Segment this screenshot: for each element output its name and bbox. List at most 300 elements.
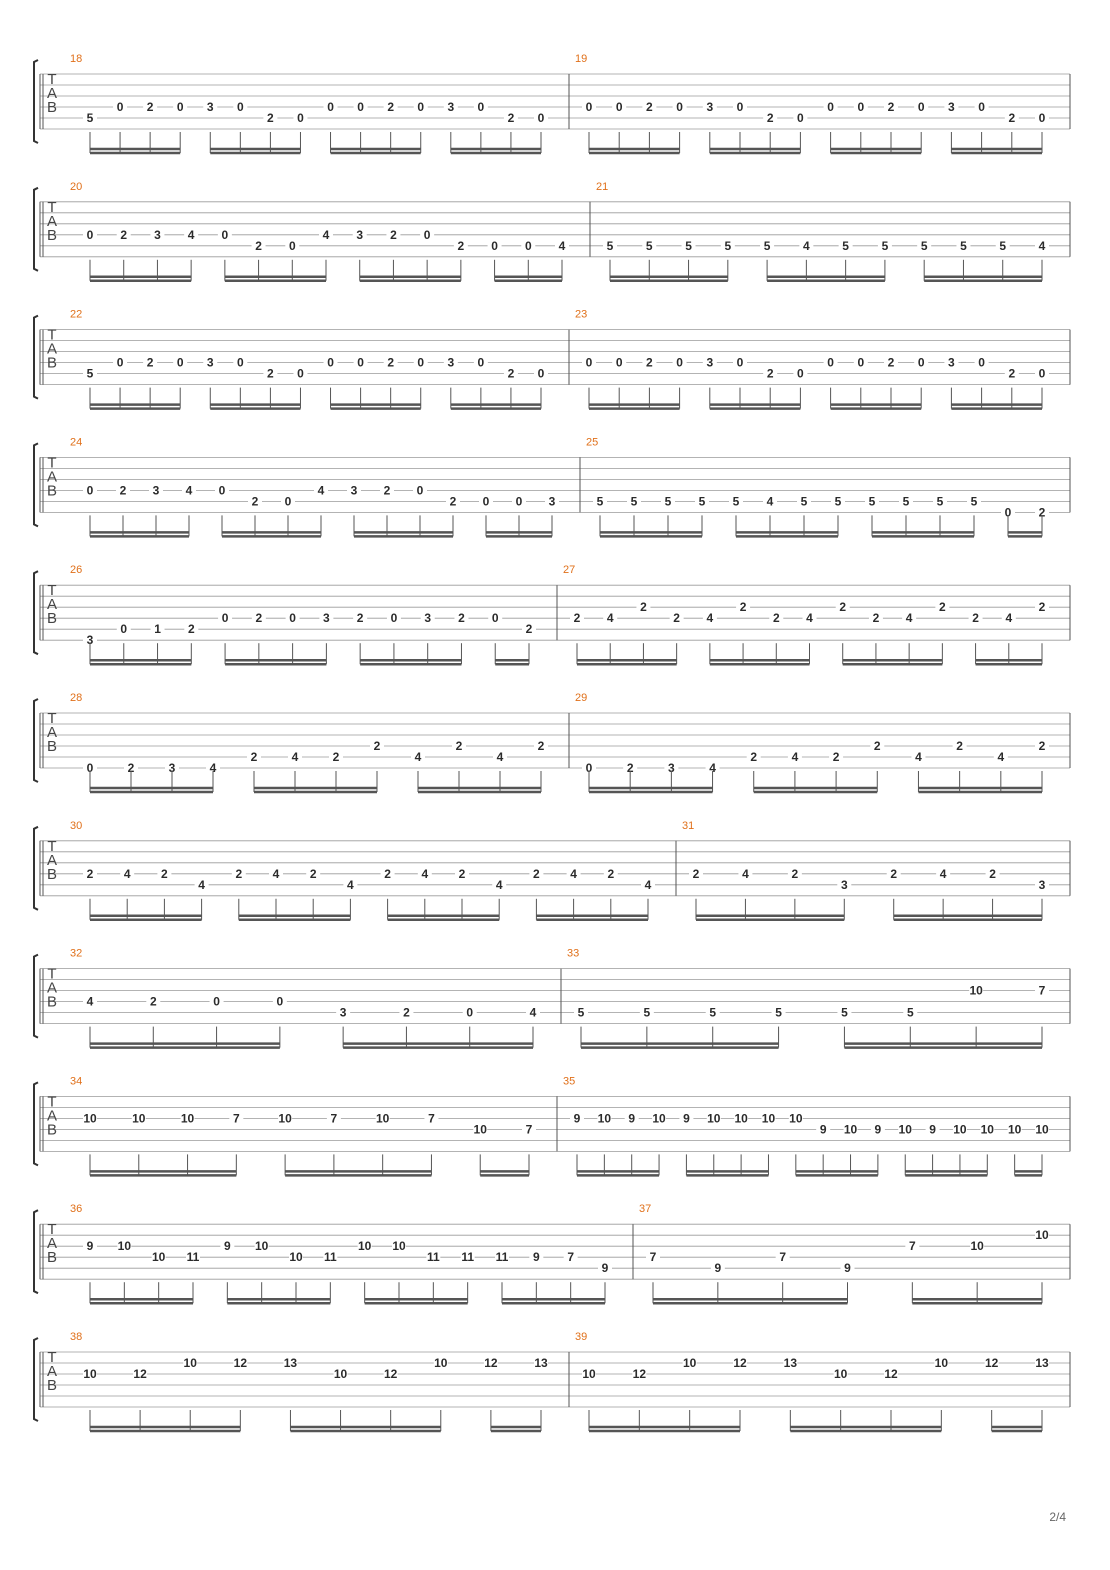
- fret-number: 2: [839, 600, 847, 615]
- tab-clef-letter: T: [47, 198, 57, 216]
- fret-number: 5: [881, 238, 889, 253]
- fret-number: 0: [978, 355, 985, 370]
- fret-number: 10: [761, 1111, 776, 1126]
- measure-number: 37: [639, 1203, 652, 1216]
- fret-number: 2: [387, 355, 395, 370]
- fret-number: 0: [537, 111, 545, 125]
- fret-number: 3: [948, 355, 955, 370]
- fret-number: 10: [132, 1111, 146, 1126]
- system-bracket: [34, 188, 38, 271]
- fret-number: 10: [180, 1111, 195, 1126]
- fret-number: 4: [803, 238, 810, 253]
- measure: [70, 1075, 536, 1175]
- fret-number: 0: [797, 111, 804, 125]
- fret-number: 4: [644, 877, 652, 892]
- fret-number: 9: [819, 1122, 827, 1137]
- fret-number: 2: [646, 100, 653, 114]
- fret-number: 4: [766, 494, 774, 509]
- fret-number: 2: [573, 611, 581, 626]
- fret-number: 3: [206, 355, 214, 370]
- fret-number: 3: [339, 1005, 347, 1020]
- fret-number: 2: [146, 355, 154, 370]
- fret-number: 13: [783, 1356, 798, 1370]
- fret-number: 4: [414, 750, 422, 764]
- tab-clef-letter: A: [46, 85, 58, 102]
- fret-number: 2: [832, 750, 840, 764]
- fret-number: 2: [235, 866, 243, 881]
- measure-number: 23: [575, 308, 588, 321]
- fret-number: 2: [267, 111, 274, 125]
- fret-number: 5: [970, 494, 978, 509]
- fret-number: 2: [692, 866, 700, 881]
- measure: [586, 436, 1049, 536]
- fret-number: 0: [288, 238, 296, 253]
- measure: [70, 181, 569, 281]
- fret-number: 10: [707, 1111, 721, 1126]
- fret-number: 10: [969, 983, 983, 998]
- fret-number: 10: [1035, 1122, 1049, 1137]
- fret-number: 0: [417, 355, 425, 370]
- fret-number: 7: [1038, 983, 1046, 998]
- fret-number: 12: [233, 1356, 248, 1370]
- fret-number: 1: [154, 622, 161, 637]
- measure-number: 27: [563, 564, 576, 577]
- fret-number: 4: [939, 866, 947, 881]
- fret-number: 10: [289, 1250, 303, 1265]
- fret-number: 0: [524, 238, 532, 253]
- fret-number: 0: [416, 483, 424, 498]
- fret-number: 12: [733, 1356, 747, 1370]
- fret-number: 10: [473, 1122, 487, 1137]
- system-bracket: [34, 316, 38, 399]
- fret-number: 0: [297, 111, 304, 125]
- system-bracket: [34, 1210, 38, 1293]
- fret-number: 0: [221, 227, 229, 242]
- tab-clef-letter: B: [46, 354, 58, 372]
- fret-number: 5: [630, 494, 638, 509]
- measure-number: 39: [575, 1331, 588, 1343]
- fret-number: 5: [920, 238, 928, 253]
- measure: [596, 181, 1049, 281]
- fret-number: 2: [1038, 600, 1046, 615]
- fret-number: 2: [390, 227, 397, 242]
- fret-number: 2: [1008, 366, 1016, 381]
- fret-number: 5: [800, 494, 808, 509]
- fret-number: 0: [289, 611, 296, 626]
- tab-clef-letter: T: [47, 837, 57, 855]
- fret-number: 0: [1038, 111, 1046, 125]
- fret-number: 2: [356, 611, 364, 626]
- tab-system: [34, 181, 1070, 281]
- fret-number: 0: [827, 100, 834, 114]
- tab-clef-letter: T: [47, 454, 57, 472]
- fret-number: 4: [317, 483, 325, 498]
- measure: [575, 692, 1049, 792]
- fret-number: 9: [532, 1250, 540, 1265]
- fret-number: 4: [185, 483, 193, 498]
- fret-number: 10: [843, 1122, 858, 1137]
- fret-number: 3: [350, 483, 358, 498]
- measure: [563, 564, 1049, 664]
- fret-number: 2: [403, 1005, 410, 1020]
- measure-number: 38: [70, 1331, 83, 1343]
- fret-number: 10: [151, 1250, 166, 1265]
- fret-number: 7: [779, 1250, 787, 1265]
- fret-number: 7: [330, 1111, 338, 1126]
- fret-number: 13: [1035, 1356, 1049, 1370]
- fret-number: 5: [775, 1005, 782, 1020]
- fret-number: 4: [123, 866, 131, 881]
- tab-clef-letter: B: [46, 865, 58, 883]
- tab-clef-letter: B: [46, 99, 58, 116]
- fret-number: 4: [570, 866, 577, 881]
- fret-number: 9: [573, 1111, 581, 1126]
- fret-number: 2: [250, 750, 258, 764]
- fret-number: 5: [645, 238, 653, 253]
- tab-system: [34, 1075, 1070, 1175]
- fret-number: 0: [491, 611, 499, 626]
- fret-number: 5: [86, 366, 94, 381]
- fret-number: 0: [615, 355, 623, 370]
- fret-number: 2: [972, 611, 979, 626]
- fret-number: 0: [477, 100, 485, 114]
- fret-number: 3: [168, 761, 176, 775]
- tab-clef-letter: T: [47, 71, 57, 88]
- fret-number: 5: [596, 494, 604, 509]
- fret-number: 12: [383, 1367, 398, 1381]
- fret-number: 4: [742, 866, 749, 881]
- fret-number: 5: [86, 111, 94, 125]
- measure-number: 24: [70, 436, 83, 449]
- fret-number: 3: [706, 100, 714, 114]
- fret-number: 4: [997, 750, 1005, 764]
- fret-number: 2: [640, 600, 647, 615]
- fret-number: 0: [797, 366, 804, 381]
- fret-number: 2: [387, 100, 395, 114]
- fret-number: 5: [906, 1005, 914, 1020]
- fret-number: 4: [187, 227, 195, 242]
- fret-number: 0: [297, 366, 304, 381]
- fret-number: 4: [915, 750, 922, 764]
- fret-number: 2: [939, 600, 946, 615]
- fret-number: 2: [766, 366, 774, 381]
- fret-number: 4: [791, 750, 799, 764]
- fret-number: 4: [709, 761, 716, 775]
- fret-number: 4: [1038, 238, 1046, 253]
- fret-number: 5: [842, 238, 849, 253]
- fret-number: 0: [236, 355, 244, 370]
- fret-number: 4: [905, 611, 913, 626]
- fret-number: 0: [736, 355, 744, 370]
- tab-clef-letter: B: [46, 610, 58, 628]
- fret-number: 2: [525, 622, 533, 637]
- measure: [70, 309, 548, 409]
- measure-number: 32: [70, 947, 83, 960]
- fret-number: 10: [652, 1111, 666, 1126]
- fret-number: 10: [1035, 1228, 1049, 1243]
- fret-number: 5: [834, 494, 842, 509]
- system-bracket: [34, 955, 38, 1038]
- fret-number: 12: [884, 1367, 898, 1381]
- measure: [70, 692, 548, 792]
- fret-number: 4: [347, 877, 354, 892]
- fret-number: 7: [567, 1250, 575, 1265]
- fret-number: 5: [936, 494, 944, 509]
- fret-number: 0: [482, 494, 490, 509]
- system-bracket: [34, 827, 38, 910]
- measure-number: 30: [70, 819, 83, 832]
- measure: [575, 1331, 1049, 1431]
- fret-number: 0: [537, 366, 545, 381]
- fret-number: 9: [683, 1111, 690, 1126]
- fret-number: 4: [806, 611, 813, 626]
- measure-number: 25: [586, 436, 599, 449]
- fret-number: 2: [1038, 739, 1046, 753]
- fret-number: 2: [956, 739, 963, 753]
- fret-number: 12: [984, 1356, 999, 1370]
- fret-number: 0: [978, 100, 985, 114]
- fret-number: 2: [507, 111, 515, 125]
- fret-number: 9: [628, 1111, 636, 1126]
- tab-clef-letter: B: [46, 1377, 58, 1394]
- system-bracket: [34, 571, 38, 654]
- fret-number: 0: [357, 100, 364, 114]
- fret-number: 3: [840, 877, 848, 892]
- tab-clef-letter: A: [46, 851, 58, 869]
- tab-clef-letter: A: [46, 1107, 58, 1125]
- measure: [639, 1203, 1049, 1303]
- system-bracket: [34, 1338, 38, 1421]
- fret-number: 10: [597, 1111, 612, 1126]
- fret-number: 3: [447, 355, 455, 370]
- fret-number: 12: [632, 1367, 647, 1381]
- fret-number: 0: [417, 100, 425, 114]
- fret-number: 2: [989, 866, 996, 881]
- measure-number: 31: [682, 819, 695, 832]
- fret-number: 10: [254, 1239, 269, 1254]
- fret-number: 2: [887, 355, 895, 370]
- measure-number: 33: [567, 947, 580, 960]
- measure-number: 36: [70, 1203, 83, 1216]
- fret-number: 9: [929, 1122, 936, 1137]
- fret-number: 5: [606, 238, 614, 253]
- fret-number: 0: [423, 227, 431, 242]
- fret-number: 9: [86, 1239, 94, 1254]
- fret-number: 2: [255, 611, 263, 626]
- fret-number: 10: [434, 1356, 448, 1370]
- measure-number: 29: [575, 692, 588, 704]
- fret-number: 0: [491, 238, 498, 253]
- measure: [70, 1203, 612, 1303]
- fret-number: 3: [948, 100, 955, 114]
- tab-system: [34, 1331, 1070, 1431]
- fret-number: 0: [221, 611, 229, 626]
- fret-number: 2: [458, 611, 465, 626]
- tab-clef-letter: A: [46, 724, 58, 741]
- tab-clef-letter: B: [46, 1249, 58, 1267]
- fret-number: 0: [327, 100, 334, 114]
- system-bracket: [34, 60, 38, 143]
- fret-number: 0: [284, 494, 292, 509]
- fret-number: 9: [714, 1261, 722, 1276]
- fret-number: 2: [646, 355, 653, 370]
- fret-number: 3: [356, 227, 364, 242]
- tab-system: [34, 564, 1070, 664]
- fret-number: 0: [86, 483, 94, 498]
- tab-clef-letter: A: [46, 1363, 58, 1380]
- fret-number: 4: [291, 750, 299, 764]
- fret-number: 2: [455, 739, 463, 753]
- fret-number: 2: [149, 994, 157, 1009]
- tab-clef-letter: A: [46, 212, 58, 230]
- fret-number: 11: [495, 1250, 509, 1265]
- tab-clef-letter: B: [46, 738, 58, 755]
- fret-number: 4: [495, 877, 503, 892]
- fret-number: 12: [133, 1367, 147, 1381]
- fret-number: 4: [529, 1005, 537, 1020]
- fret-number: 5: [643, 1005, 651, 1020]
- fret-number: 10: [278, 1111, 292, 1126]
- fret-number: 10: [183, 1356, 197, 1370]
- fret-number: 0: [116, 355, 124, 370]
- fret-number: 4: [496, 750, 504, 764]
- fret-number: 4: [272, 866, 280, 881]
- fret-number: 0: [218, 483, 226, 498]
- fret-number: 2: [383, 483, 391, 498]
- fret-number: 3: [668, 761, 675, 775]
- fret-number: 2: [750, 750, 758, 764]
- fret-number: 2: [373, 739, 381, 753]
- fret-number: 2: [119, 483, 127, 498]
- measure-number: 34: [70, 1075, 83, 1088]
- fret-number: 11: [426, 1250, 440, 1265]
- fret-number: 0: [466, 1005, 474, 1020]
- tab-clef-letter: B: [46, 226, 58, 244]
- fret-number: 2: [626, 761, 634, 775]
- fret-number: 10: [1007, 1122, 1022, 1137]
- measure-number: 22: [70, 308, 83, 321]
- measure-number: 21: [596, 180, 609, 193]
- fret-number: 2: [1038, 505, 1046, 520]
- fret-number: 4: [706, 611, 714, 626]
- measure: [575, 53, 1049, 153]
- fret-number: 0: [585, 355, 593, 370]
- fret-number: 7: [428, 1111, 435, 1126]
- fret-number: 9: [601, 1261, 609, 1276]
- fret-number: 3: [548, 494, 556, 509]
- fret-number: 3: [706, 355, 714, 370]
- fret-number: 11: [186, 1250, 200, 1265]
- fret-number: 10: [333, 1367, 348, 1381]
- fret-number: 0: [1038, 366, 1046, 381]
- tab-clef-letter: A: [46, 468, 58, 486]
- fret-number: 0: [236, 100, 244, 114]
- measure: [567, 948, 1049, 1048]
- fret-number: 2: [457, 238, 465, 253]
- tab-clef-letter: T: [47, 326, 57, 344]
- tab-clef-letter: T: [47, 1349, 57, 1366]
- fret-number: 0: [390, 611, 398, 626]
- fret-number: 5: [763, 238, 771, 253]
- fret-number: 0: [86, 227, 94, 242]
- fret-number: 10: [898, 1122, 912, 1137]
- fret-number: 2: [507, 366, 515, 381]
- fret-number: 0: [585, 761, 593, 775]
- fret-number: 3: [1038, 877, 1046, 892]
- fret-number: 2: [251, 494, 259, 509]
- fret-number: 0: [676, 100, 683, 114]
- fret-number: 10: [789, 1111, 803, 1126]
- fret-number: 11: [461, 1250, 475, 1265]
- page-number: 2/4: [1049, 1510, 1066, 1524]
- system-bracket: [34, 699, 38, 782]
- fret-number: 3: [154, 227, 161, 242]
- fret-number: 4: [322, 227, 330, 242]
- fret-number: 7: [232, 1111, 240, 1126]
- fret-number: 10: [934, 1356, 949, 1370]
- fret-number: 5: [841, 1005, 848, 1020]
- fret-number: 5: [960, 238, 967, 253]
- fret-number: 2: [739, 600, 747, 615]
- fret-number: 4: [421, 866, 429, 881]
- fret-number: 0: [176, 355, 184, 370]
- fret-number: 9: [223, 1239, 231, 1254]
- fret-number: 2: [533, 866, 540, 881]
- fret-number: 0: [120, 622, 128, 637]
- tab-clef-letter: A: [46, 596, 58, 614]
- fret-number: 2: [332, 750, 340, 764]
- tab-system: [34, 1203, 1070, 1303]
- fret-number: 5: [698, 494, 706, 509]
- measure: [575, 309, 1049, 409]
- fret-number: 9: [874, 1122, 882, 1137]
- fret-number: 7: [525, 1122, 533, 1137]
- fret-number: 5: [709, 1005, 717, 1020]
- fret-number: 0: [917, 100, 925, 114]
- fret-number: 4: [1005, 611, 1013, 626]
- fret-number: 0: [176, 100, 184, 114]
- fret-number: 5: [732, 494, 740, 509]
- measure: [70, 820, 655, 920]
- measure-number: 19: [575, 53, 588, 65]
- fret-number: 0: [857, 355, 865, 370]
- tab-clef-letter: B: [46, 1121, 58, 1139]
- measure: [682, 820, 1049, 920]
- fret-number: 9: [844, 1261, 851, 1276]
- fret-number: 5: [902, 494, 910, 509]
- fret-number: 0: [736, 100, 744, 114]
- measure-number: 26: [70, 564, 83, 577]
- fret-number: 2: [766, 111, 774, 125]
- measure-number: 18: [70, 53, 83, 65]
- fret-number: 0: [827, 355, 834, 370]
- measure: [70, 53, 548, 153]
- fret-number: 2: [537, 739, 545, 753]
- fret-number: 0: [357, 355, 364, 370]
- measure-number: 35: [563, 1075, 576, 1088]
- fret-number: 13: [534, 1356, 548, 1370]
- fret-number: 0: [327, 355, 334, 370]
- fret-number: 3: [424, 611, 432, 626]
- fret-number: 11: [323, 1250, 337, 1265]
- tab-system: [34, 692, 1070, 792]
- fret-number: 2: [872, 611, 880, 626]
- fret-number: 2: [458, 866, 466, 881]
- fret-number: 3: [86, 633, 94, 648]
- tab-clef-letter: A: [46, 1235, 58, 1253]
- fret-number: 0: [276, 994, 284, 1009]
- tab-clef-letter: B: [46, 482, 58, 500]
